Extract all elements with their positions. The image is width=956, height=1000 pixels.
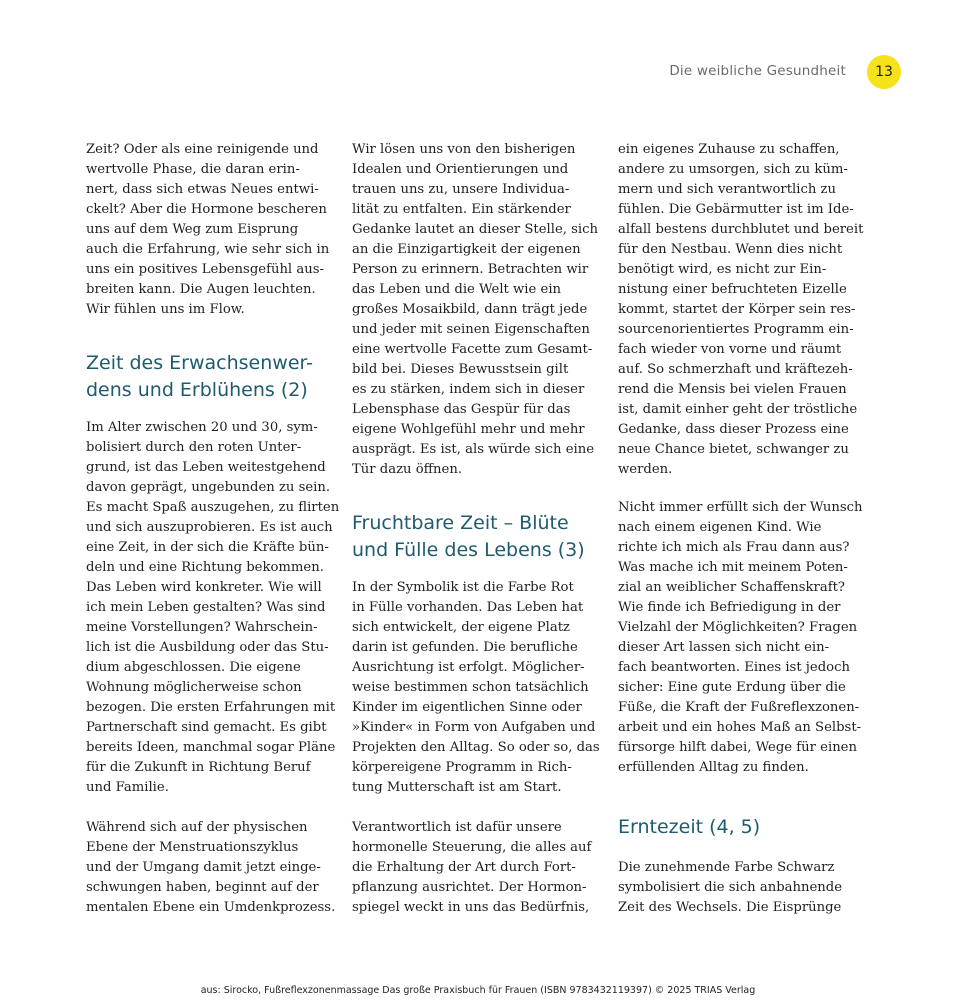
text-line: ist, damit einher geht der tröstliche (618, 402, 858, 417)
text-line: Die zunehmende Farbe Schwarz (618, 860, 835, 875)
text-line: körpereigene Programm in Rich- (352, 760, 572, 775)
heading-line: Fruchtbare Zeit – Blüte (352, 512, 569, 534)
text-line: für die Zukunft in Richtung Beruf (86, 760, 311, 775)
text-line: Wir fühlen uns im Flow. (86, 302, 245, 317)
section-heading (86, 350, 313, 404)
text-line: und sich auszuprobieren. Es ist auch (86, 520, 333, 535)
text-line: sich entwickelt, der eigene Platz (352, 620, 570, 635)
text-line: schwungen haben, beginnt auf der (86, 880, 319, 895)
text-line: mentalen Ebene ein Umdenkprozess. (86, 900, 336, 915)
text-line: nert, dass sich etwas Neues entwi- (86, 182, 319, 197)
text-line: Wohnung möglicherweise schon (86, 680, 302, 695)
text-line: weise bestimmen schon tatsächlich (352, 680, 589, 695)
text-line: ausprägt. Es ist, als würde sich eine (352, 442, 595, 457)
text-line: spiegel weckt in uns das Bedürfnis, (352, 900, 590, 915)
heading-line: Erntezeit (4, 5) (618, 816, 761, 838)
text-line: ckelt? Aber die Hormone bescheren (86, 202, 327, 217)
text-line: erfüllenden Alltag zu finden. (618, 760, 809, 775)
text-line: Vielzahl der Möglichkeiten? Fragen (618, 620, 858, 635)
heading-line: Zeit des Erwachsenwer- (86, 352, 313, 374)
text-line: deln und eine Richtung bekommen. (86, 560, 324, 575)
text-line: Zeit? Oder als eine reinigende und (86, 142, 319, 157)
text-line: bezogen. Die ersten Erfahrungen mit (86, 700, 336, 715)
paragraph (618, 858, 842, 918)
text-line: ein eigenes Zuhause zu schaffen, (618, 142, 840, 157)
text-line: in Fülle vorhanden. Das Leben hat (352, 600, 584, 615)
source-footer: aus: Sirocko, Fußreflexzonenmassage Das große Praxisbuch für Frauen (ISBN 9783432119397) © 2025 TRIAS Verlag (200, 985, 756, 996)
text-line: darin ist gefunden. Die berufliche (352, 640, 578, 655)
text-line: uns auf dem Weg zum Eisprung (86, 222, 299, 237)
text-line: dieser Art lassen sich nicht ein- (618, 640, 830, 655)
text-line: meine Vorstellungen? Wahrschein- (86, 620, 318, 635)
text-line: an die Einzigartigkeit der eigenen (352, 242, 581, 257)
paragraph (352, 140, 598, 480)
text-line: und der Umgang damit jetzt einge- (86, 860, 321, 875)
text-line: fürsorge hilft dabei, Wege für einen (618, 740, 857, 755)
text-line: Partnerschaft sind gemacht. Es gibt (86, 720, 327, 735)
text-line: Wie finde ich Befriedigung in der (618, 600, 841, 615)
text-line: bereits Ideen, manchmal sogar Pläne (86, 740, 336, 755)
page-number-badge: 13 (867, 55, 901, 89)
text-line: nach einem eigenen Kind. Wie (618, 520, 822, 535)
text-line: richte ich mich als Frau dann aus? (618, 540, 850, 555)
text-line: benötigt wird, es nicht zur Ein- (618, 262, 827, 277)
text-line: Das Leben wird konkreter. Wie will (86, 580, 322, 595)
text-line: breiten kann. Die Augen leuchten. (86, 282, 316, 297)
text-line: rend die Mensis bei vielen Frauen (618, 382, 847, 397)
text-line: symbolisiert die sich anbahnende (618, 880, 843, 895)
text-line: pflanzung ausrichtet. Der Hormon- (352, 880, 587, 895)
text-line: sourcenorientiertes Programm ein- (618, 322, 854, 337)
text-line: ich mein Leben gestalten? Was sind (86, 600, 326, 615)
text-line: auch die Erfahrung, wie sehr sich in (86, 242, 330, 257)
text-line: fach wieder von vorne und räumt (618, 342, 842, 357)
text-line: uns ein positives Lebensgefühl aus- (86, 262, 324, 277)
text-line: tung Mutterschaft ist am Start. (352, 780, 562, 795)
paragraph (618, 140, 863, 480)
text-line: und jeder mit seinen Eigenschaften (352, 322, 590, 337)
text-line: Gedanke, dass dieser Prozess eine (618, 422, 849, 437)
text-line: bild bei. Dieses Bewusstsein gilt (352, 362, 569, 377)
text-line: werden. (618, 462, 673, 477)
text-line: Was mache ich mit meinem Poten- (618, 560, 848, 575)
text-line: andere zu umsorgen, sich zu küm- (618, 162, 848, 177)
text-line: lität zu entfalten. Ein stärkender (352, 202, 571, 217)
paragraph (352, 578, 600, 798)
text-line: Zeit des Wechsels. Die Eisprünge (618, 900, 842, 915)
text-line: Verantwortlich ist dafür unsere (352, 820, 562, 835)
section-heading (618, 814, 760, 841)
paragraph (86, 818, 335, 918)
text-line: Projekten den Alltag. So oder so, das (352, 740, 600, 755)
text-line: Tür dazu öffnen. (352, 462, 463, 477)
text-line: die Erhaltung der Art durch Fort- (352, 860, 576, 875)
text-line: grund, ist das Leben weitestgehend (86, 460, 326, 475)
text-line: Während sich auf der physischen (86, 820, 308, 835)
text-line: und Familie. (86, 780, 169, 795)
text-line: Person zu erinnern. Betrachten wir (352, 262, 589, 277)
text-line: wertvolle Phase, die daran erin- (86, 162, 300, 177)
text-line: eine wertvolle Facette zum Gesamt- (352, 342, 593, 357)
section-heading (352, 510, 585, 564)
text-line: Gedanke lautet an dieser Stelle, sich (352, 222, 598, 237)
text-line: »Kinder« in Form von Aufgaben und (352, 720, 596, 735)
paragraph (352, 818, 591, 918)
text-line: eigene Wohlgefühl mehr und mehr (352, 422, 585, 437)
text-line: fühlen. Die Gebärmutter ist im Ide- (618, 202, 854, 217)
text-line: In der Symbolik ist die Farbe Rot (352, 580, 574, 595)
text-line: bolisiert durch den roten Unter- (86, 440, 302, 455)
text-line: Idealen und Orientierungen und (352, 162, 569, 177)
paragraph (86, 418, 339, 798)
text-line: nistung einer befruchteten Eizelle (618, 282, 847, 297)
text-line: das Leben und die Welt wie ein (352, 282, 562, 297)
text-line: Ebene der Menstruationszyklus (86, 840, 299, 855)
text-line: für den Nestbau. Wenn dies nicht (618, 242, 843, 257)
text-line: dium abgeschlossen. Die eigene (86, 660, 301, 675)
text-line: hormonelle Steuerung, die alles auf (352, 840, 592, 855)
text-line: neue Chance bietet, schwanger zu (618, 442, 849, 457)
text-line: Füße, die Kraft der Fußreflexzonen- (618, 700, 860, 715)
text-line: zial an weiblicher Schaffenskraft? (618, 580, 845, 595)
text-line: eine Zeit, in der sich die Kräfte bün- (86, 540, 329, 555)
text-line: Kinder im eigentlichen Sinne oder (352, 700, 582, 715)
text-line: Ausrichtung ist erfolgt. Möglicher- (352, 660, 585, 675)
text-line: alfall bestens durchblutet und bereit (618, 222, 864, 237)
text-line: großes Mosaikbild, dann trägt jede (352, 302, 588, 317)
running-head: Die weibliche Gesundheit (669, 63, 846, 79)
text-line: Lebensphase das Gespür für das (352, 402, 571, 417)
text-line: Wir lösen uns von den bisherigen (352, 142, 576, 157)
heading-line: dens und Erblühens (2) (86, 379, 308, 401)
paragraph (86, 140, 329, 320)
paragraph (618, 498, 863, 778)
text-line: Im Alter zwischen 20 und 30, sym- (86, 420, 318, 435)
text-line: es zu stärken, indem sich in dieser (352, 382, 585, 397)
text-line: kommt, startet der Körper sein res- (618, 302, 856, 317)
text-line: arbeit und ein hohes Maß an Selbst- (618, 720, 862, 735)
text-line: lich ist die Ausbildung oder das Stu- (86, 640, 329, 655)
text-line: auf. So schmerzhaft und kräftezeh- (618, 362, 853, 377)
heading-line: und Fülle des Lebens (3) (352, 539, 585, 561)
text-line: sicher: Eine gute Erdung über die (618, 680, 846, 695)
text-line: Es macht Spaß auszugehen, zu flirten (86, 500, 340, 515)
text-line: davon geprägt, ungebunden zu sein. (86, 480, 331, 495)
text-line: Nicht immer erfüllt sich der Wunsch (618, 500, 863, 515)
text-line: trauen uns zu, unsere Individua- (352, 182, 570, 197)
text-line: fach beantworten. Eines ist jedoch (618, 660, 850, 675)
text-line: mern und sich verantwortlich zu (618, 182, 836, 197)
